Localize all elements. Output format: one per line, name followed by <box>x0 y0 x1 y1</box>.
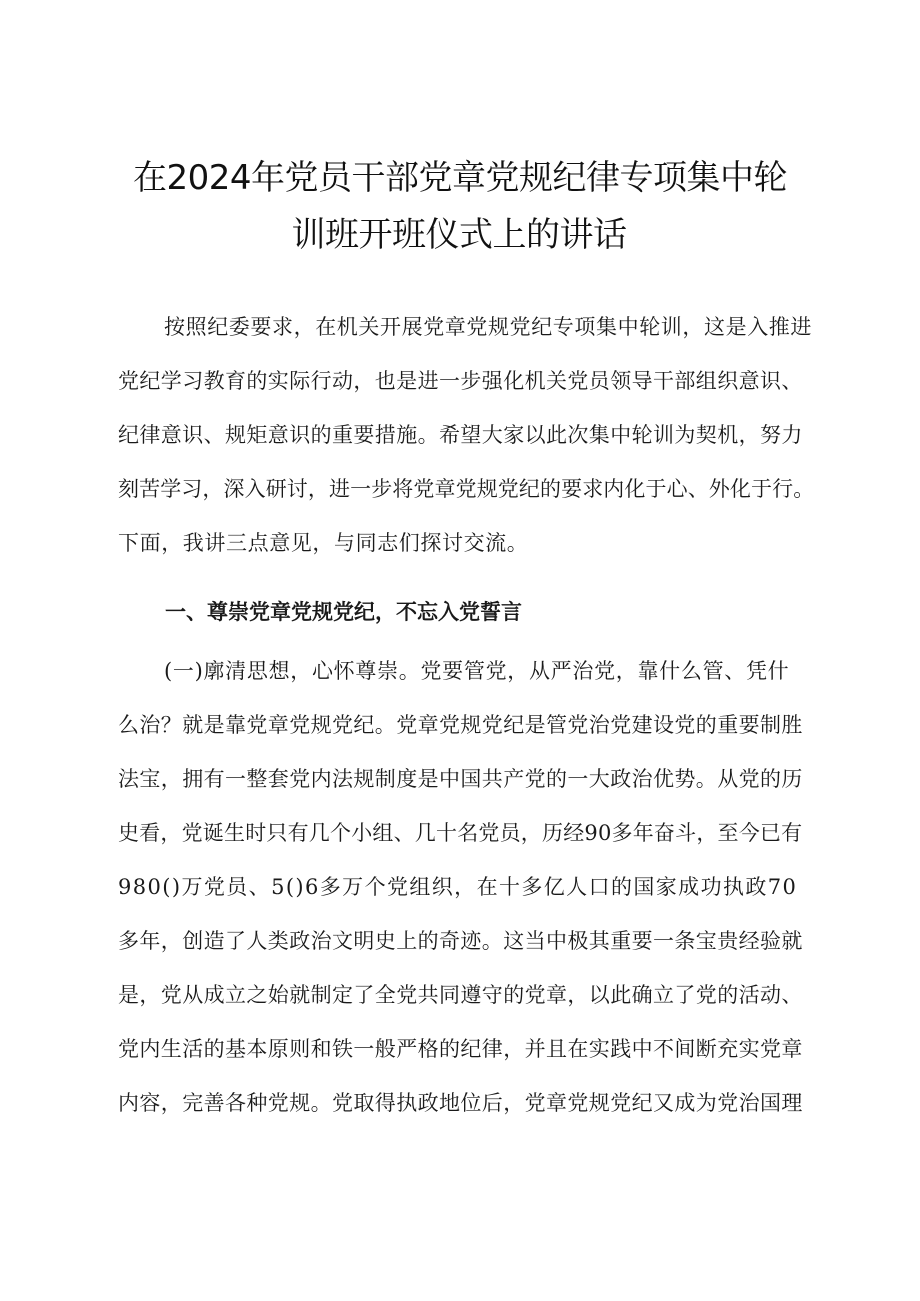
text-line: 法宝，拥有一整套党内法规制度是中国共产党的一大政治优势。从党的历 <box>118 767 803 791</box>
text-line: 按照纪委要求，在机关开展党章党规党纪专项集中轮训，这是入推进 <box>164 315 812 339</box>
section-paragraph <box>118 644 828 1130</box>
text-line: 纪律意识、规矩意识的重要措施。希望大家以此次集中轮训为契机，努力 <box>118 423 803 447</box>
title-line: 训班开班仪式上的讲话 <box>291 215 627 255</box>
text-line: 下面，我讲三点意见，与同志们探讨交流。 <box>118 531 529 555</box>
document-title <box>110 150 810 264</box>
section-heading: 一、尊崇党章党规党纪，不忘入党誓言 <box>165 600 522 624</box>
text-line: 史看，党诞生时只有几个小组、几十名党员，历经90多年奋斗，至今已有 <box>118 821 803 845</box>
text-line: (一)廓清思想，心怀尊崇。党要管党，从严治党，靠什么管、凭什 <box>164 659 790 683</box>
intro-paragraph <box>118 300 828 570</box>
text-line: 党纪学习教育的实际行动，也是进一步强化机关党员领导干部组织意识、 <box>118 369 803 393</box>
text-line: 党内生活的基本原则和铁一般严格的纪律，并且在实践中不间断充实党章 <box>118 1037 803 1061</box>
text-line: 980()万党员、5()6多万个党组织，在十多亿人口的国家成功执政70 <box>118 875 798 899</box>
text-line: 内容，完善各种党规。党取得执政地位后，党章党规党纪又成为党治国理 <box>118 1091 803 1115</box>
text-line: 么治？就是靠党章党规党纪。党章党规党纪是管党治党建设党的重要制胜 <box>118 713 803 737</box>
text-line: 刻苦学习，深入研讨，进一步将党章党规党纪的要求内化于心、外化于行。 <box>118 477 815 501</box>
title-line: 在2024年党员干部党章党规纪律专项集中轮 <box>132 158 788 198</box>
text-line: 多年，创造了人类政治文明史上的奇迹。这当中极其重要一条宝贵经验就 <box>118 929 803 953</box>
text-line: 是，党从成立之始就制定了全党共同遵守的党章，以此确立了党的活动、 <box>118 983 803 1007</box>
